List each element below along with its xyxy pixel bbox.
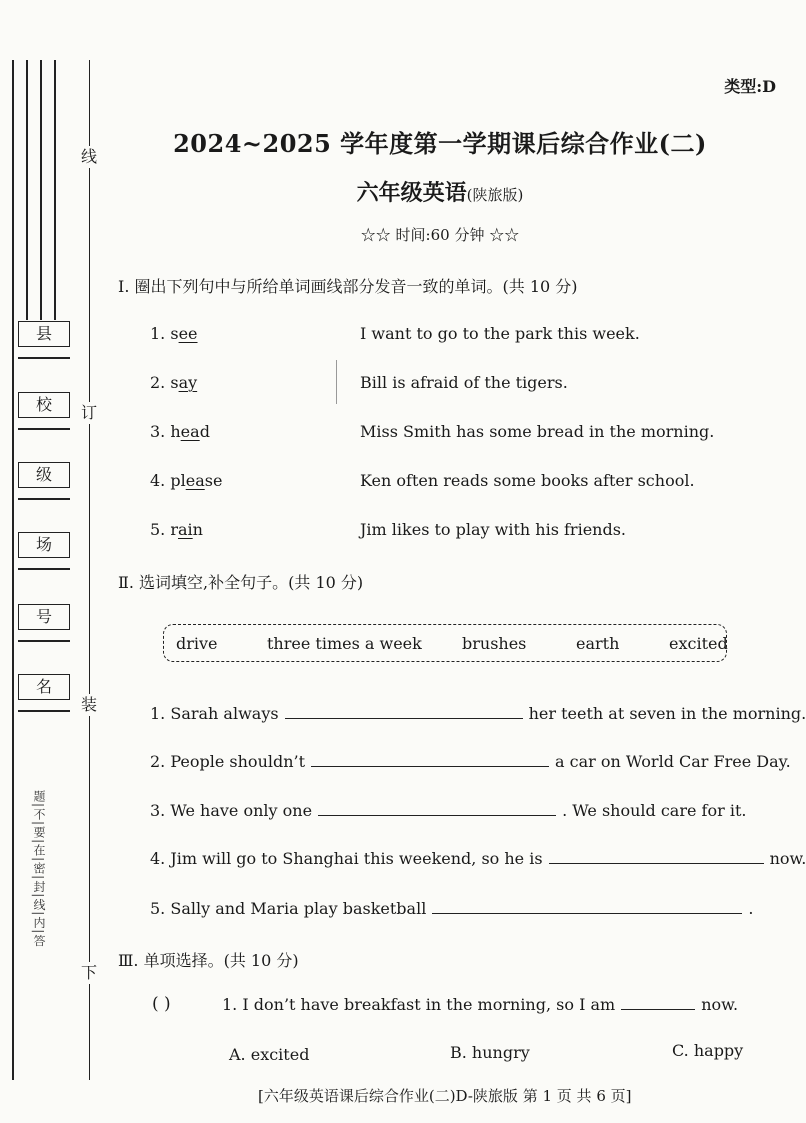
word-bank-item: three times a week <box>267 634 422 653</box>
seal-char-order: 订 <box>81 403 98 422</box>
word-bank-item: brushes <box>462 634 527 653</box>
s3-question-1: 1. I don’t have breakfast in the morning, so I am now. <box>222 995 739 1014</box>
school-field[interactable] <box>18 392 68 444</box>
s2-item-4: 4. Jim will go to Shanghai this weekend, so he is now. <box>150 849 806 868</box>
s2-blank-2[interactable] <box>311 765 549 767</box>
option-b[interactable]: B. hungry <box>450 1043 530 1062</box>
s2-item-1: 1. Sarah always her teeth at seven in the morning. <box>150 704 806 723</box>
s2-blank-1[interactable] <box>285 717 523 719</box>
type-tag: 类型:D <box>724 77 776 96</box>
option-a[interactable]: A. excited <box>229 1045 310 1064</box>
s3-blank-1 <box>621 1008 695 1010</box>
answer-parens[interactable]: ( ) <box>152 994 171 1014</box>
s2-item-5: 5. Sally and Maria play basketball . <box>150 899 754 918</box>
section-3-heading: Ⅲ. 单项选择。(共 10 分) <box>118 951 299 970</box>
s1-item-1-sentence[interactable]: I want to go to the park this week. <box>360 324 640 343</box>
class-label: 级 <box>18 462 70 488</box>
word-bank-item: drive <box>176 634 218 653</box>
option-c[interactable]: C. happy <box>672 1041 744 1060</box>
number-field[interactable] <box>18 604 68 656</box>
s2-item-3: 3. We have only one . We should care for it. <box>150 801 747 820</box>
county-label: 县 <box>18 321 70 347</box>
binding-line-4 <box>54 60 56 320</box>
word-bank-item: earth <box>576 634 620 653</box>
s1-item-3-sentence[interactable]: Miss Smith has some bread in the morning. <box>360 422 715 441</box>
page-subtitle <box>100 176 780 207</box>
county-field[interactable] <box>18 321 68 373</box>
s1-item-3-word: 3. head <box>150 422 210 441</box>
exam-room-label: 场 <box>18 532 70 558</box>
s1-item-4-sentence[interactable]: Ken often reads some books after school. <box>360 471 695 490</box>
binding-line-2 <box>26 60 28 320</box>
page-footer: [六年级英语课后综合作业(二)D-陕旅版 第 1 页 共 6 页] <box>258 1087 632 1105</box>
binding-line-5 <box>89 60 90 1080</box>
s1-item-4-word: 4. please <box>150 471 223 490</box>
faint-divider <box>336 360 337 404</box>
s1-item-2-word: 2. say <box>150 373 198 392</box>
word-bank-item: excited <box>669 634 728 653</box>
seal-warning-note: 题|不|要|在|密|封|线|内|答 <box>32 790 46 948</box>
s2-blank-3[interactable] <box>318 814 556 816</box>
school-label: 校 <box>18 392 70 418</box>
binding-line-1 <box>12 60 14 1080</box>
s1-item-5-word: 5. rain <box>150 520 203 539</box>
subtitle-edition: (陕旅版) <box>466 186 524 204</box>
name-label: 名 <box>18 674 70 700</box>
s2-blank-4[interactable] <box>549 862 764 864</box>
section-1-heading: Ⅰ. 圈出下列句中与所给单词画线部分发音一致的单词。(共 10 分) <box>118 277 578 296</box>
name-field[interactable] <box>18 674 68 726</box>
section-2-heading: Ⅱ. 选词填空,补全句子。(共 10 分) <box>118 573 364 592</box>
page-title: 2024~2025 学年度第一学期课后综合作业(二) <box>173 129 707 158</box>
seal-char-line: 线 <box>81 147 98 166</box>
s1-item-5-sentence[interactable]: Jim likes to play with his friends. <box>360 520 627 539</box>
s1-item-1-word: 1. see <box>150 324 198 343</box>
exam-room-field[interactable] <box>18 532 68 584</box>
class-field[interactable] <box>18 462 68 514</box>
number-label: 号 <box>18 604 70 630</box>
s2-blank-5[interactable] <box>432 912 742 914</box>
binding-line-3 <box>40 60 42 320</box>
s2-item-2: 2. People shouldn’t a car on World Car Free Day. <box>150 752 791 771</box>
seal-char-bind: 装 <box>81 695 98 714</box>
word-bank <box>163 624 727 662</box>
s1-item-2-sentence[interactable]: Bill is afraid of the tigers. <box>360 373 568 392</box>
seal-char-below: 下 <box>81 963 98 982</box>
subtitle-main: 六年级英语 <box>356 180 467 206</box>
time-limit: ☆☆ 时间:60 分钟 ☆☆ <box>360 226 520 244</box>
